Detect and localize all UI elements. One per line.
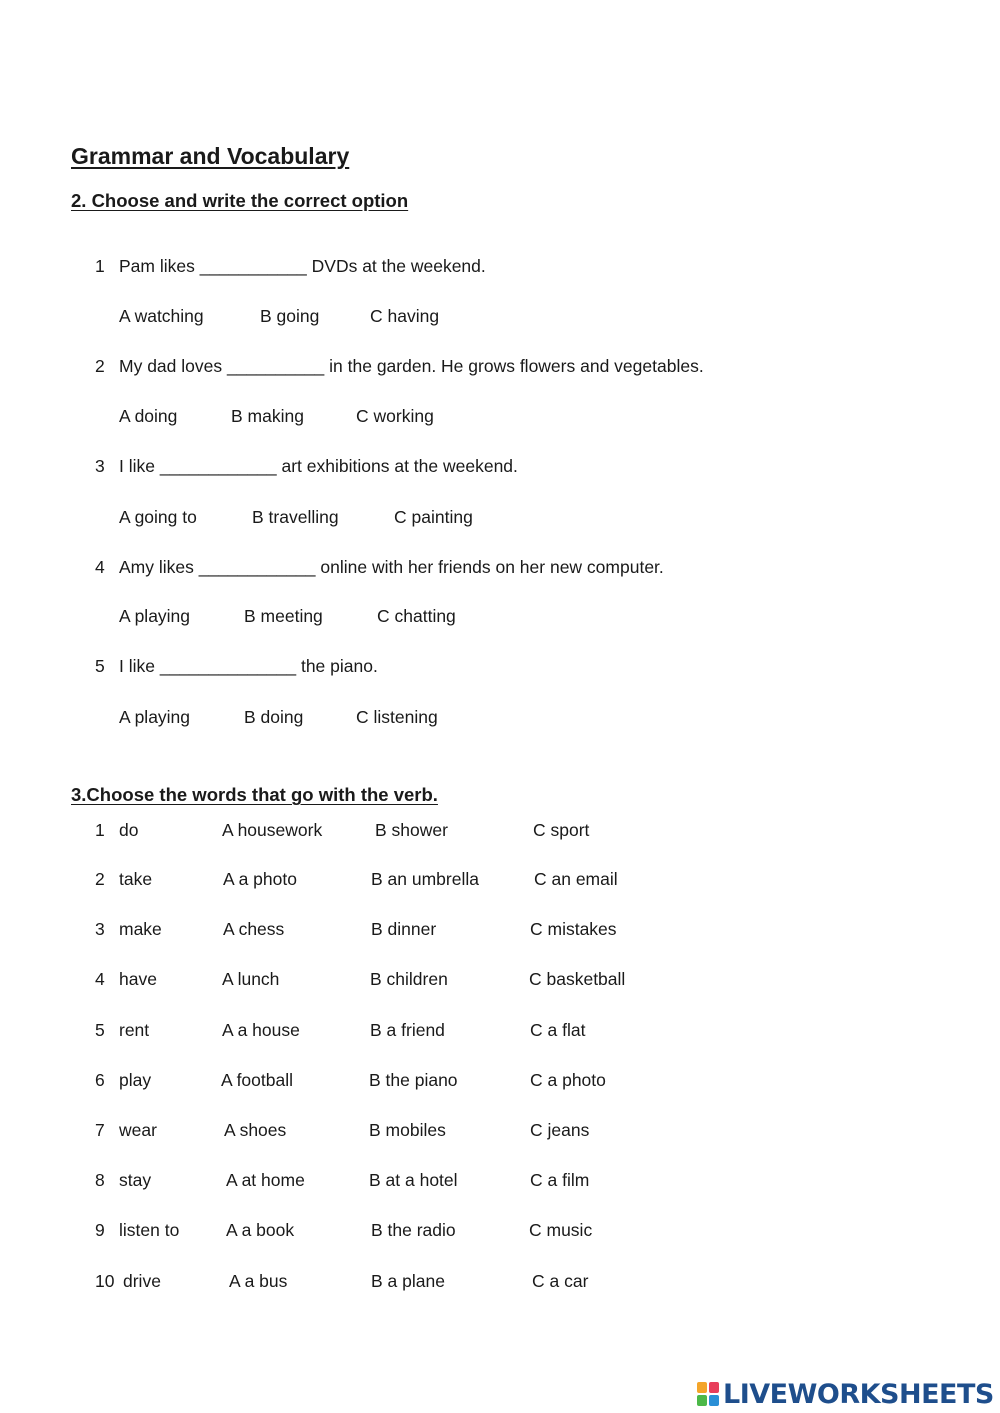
row-number: 9 <box>95 1220 105 1240</box>
question-text: I like ______________ the piano. <box>119 656 378 676</box>
verb: take <box>119 869 153 889</box>
option-c[interactable]: C jeans <box>530 1120 590 1140</box>
option-b[interactable]: B a plane <box>371 1271 445 1291</box>
option-a[interactable]: A doing <box>119 406 178 426</box>
liveworksheets-logo[interactable] <box>697 1376 994 1412</box>
option-a[interactable]: A a bus <box>229 1271 288 1291</box>
option-a[interactable]: A a house <box>222 1020 300 1040</box>
verb: make <box>119 919 162 939</box>
option-c[interactable]: C having <box>370 306 440 326</box>
option-c[interactable]: C mistakes <box>530 919 617 939</box>
option-a[interactable]: A chess <box>223 919 285 939</box>
option-c[interactable]: C a car <box>532 1271 589 1291</box>
option-c[interactable]: C a flat <box>530 1020 586 1040</box>
verb: listen to <box>119 1220 180 1240</box>
question-number: 5 <box>95 656 105 676</box>
option-b[interactable]: B mobiles <box>369 1120 446 1140</box>
verb: have <box>119 969 157 989</box>
option-c[interactable]: C sport <box>533 820 590 840</box>
question-text: Amy likes ____________ online with her friends on her new computer. <box>119 557 664 577</box>
logo-text: LIVEWORKSHEETS <box>723 1378 994 1410</box>
question-number: 4 <box>95 557 105 577</box>
option-b[interactable]: B shower <box>375 820 448 840</box>
option-b[interactable]: B making <box>231 406 304 426</box>
option-b[interactable]: B going <box>260 306 320 326</box>
verb: do <box>119 820 139 840</box>
option-c[interactable]: C listening <box>356 707 438 727</box>
option-c[interactable]: C working <box>356 406 434 426</box>
row-number: 10 <box>95 1271 115 1291</box>
option-a[interactable]: A a book <box>226 1220 295 1240</box>
option-c[interactable]: C a photo <box>530 1070 606 1090</box>
logo-icon <box>697 1382 719 1406</box>
option-a[interactable]: A playing <box>119 606 191 626</box>
option-c[interactable]: C a film <box>530 1170 590 1190</box>
row-number: 8 <box>95 1170 105 1190</box>
verb: rent <box>119 1020 150 1040</box>
verb: play <box>119 1070 152 1090</box>
option-a[interactable]: A playing <box>119 707 191 727</box>
row-number: 6 <box>95 1070 105 1090</box>
row-number: 7 <box>95 1120 105 1140</box>
option-b[interactable]: B doing <box>244 707 304 727</box>
option-c[interactable]: C painting <box>394 507 473 527</box>
question-number: 2 <box>95 356 105 376</box>
option-c[interactable]: C chatting <box>377 606 456 626</box>
option-b[interactable]: B meeting <box>244 606 323 626</box>
logo-square-2 <box>709 1382 719 1393</box>
row-number: 4 <box>95 969 105 989</box>
option-b[interactable]: B a friend <box>370 1020 445 1040</box>
question-number: 3 <box>95 456 105 476</box>
option-b[interactable]: B the piano <box>369 1070 458 1090</box>
page-title: Grammar and Vocabulary <box>71 143 350 169</box>
question-number: 1 <box>95 256 105 276</box>
verb: wear <box>119 1120 157 1140</box>
logo-square-3 <box>697 1395 707 1406</box>
option-a[interactable]: A going to <box>119 507 197 527</box>
option-b[interactable]: B an umbrella <box>371 869 479 889</box>
option-b[interactable]: B travelling <box>252 507 339 527</box>
logo-square-4 <box>709 1395 719 1406</box>
option-a[interactable]: A shoes <box>224 1120 287 1140</box>
question-text: I like ____________ art exhibitions at the weekend. <box>119 456 518 476</box>
option-a[interactable]: A at home <box>226 1170 305 1190</box>
option-c[interactable]: C music <box>529 1220 593 1240</box>
option-b[interactable]: B at a hotel <box>369 1170 458 1190</box>
row-number: 1 <box>95 820 105 840</box>
option-a[interactable]: A a photo <box>223 869 297 889</box>
option-a[interactable]: A housework <box>222 820 323 840</box>
question-text: Pam likes ___________ DVDs at the weekend. <box>119 256 486 276</box>
verb: drive <box>123 1271 161 1291</box>
verb: stay <box>119 1170 152 1190</box>
option-c[interactable]: C basketball <box>529 969 626 989</box>
row-number: 3 <box>95 919 105 939</box>
logo-square-1 <box>697 1382 707 1393</box>
row-number: 2 <box>95 869 105 889</box>
option-b[interactable]: B the radio <box>371 1220 456 1240</box>
option-a[interactable]: A watching <box>119 306 204 326</box>
option-c[interactable]: C an email <box>534 869 618 889</box>
option-b[interactable]: B dinner <box>371 919 437 939</box>
question-text: My dad loves __________ in the garden. He grows flowers and vegetables. <box>119 356 704 376</box>
section-2-heading: 2. Choose and write the correct option <box>71 190 409 211</box>
option-a[interactable]: A football <box>221 1070 293 1090</box>
section-3-heading: 3.Choose the words that go with the verb. <box>71 784 438 805</box>
option-b[interactable]: B children <box>370 969 448 989</box>
row-number: 5 <box>95 1020 105 1040</box>
option-a[interactable]: A lunch <box>222 969 280 989</box>
